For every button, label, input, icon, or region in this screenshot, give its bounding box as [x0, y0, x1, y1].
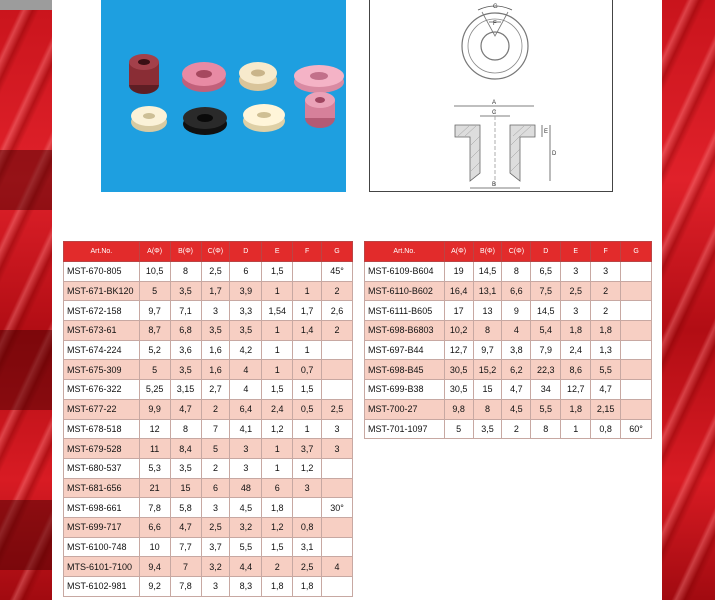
dimension-cell: 5 [444, 419, 473, 439]
table-row [365, 321, 652, 341]
dimension-cell [621, 262, 652, 282]
dimension-cell: 3,6 [170, 340, 201, 360]
dimension-cell: 13,1 [473, 281, 502, 301]
dimension-cell: 19 [444, 262, 473, 282]
dimension-cell: 3,1 [293, 537, 322, 557]
table-row [64, 321, 353, 341]
dimension-cell: 3 [230, 439, 262, 459]
table-row [64, 557, 353, 577]
article-number-cell: MST-679-528 [64, 439, 140, 459]
dimension-cell: 3 [293, 478, 322, 498]
dimension-cell: 2 [322, 281, 353, 301]
dimension-cell: 9,7 [473, 340, 502, 360]
article-number-cell: MST-671-BK120 [64, 281, 140, 301]
dimension-cell: 45° [322, 262, 353, 282]
table-row [365, 399, 652, 419]
dimension-cell: 1,7 [293, 301, 322, 321]
dimension-cell: 1,8 [262, 498, 293, 518]
table-row [365, 419, 652, 439]
dimension-cell: 10,5 [139, 262, 170, 282]
dimension-cell: 10,2 [444, 321, 473, 341]
dimension-cell: 7,1 [170, 301, 201, 321]
dimension-cell: 4,2 [230, 340, 262, 360]
dimension-cell: 8 [170, 419, 201, 439]
dimension-cell: 6 [230, 262, 262, 282]
dimension-cell: 3,2 [230, 517, 262, 537]
table-row [64, 360, 353, 380]
article-number-cell: MST-6110-B602 [365, 281, 445, 301]
dimension-cell: 1 [262, 281, 293, 301]
dimension-cell: 9 [502, 301, 531, 321]
dimension-cell: 1 [293, 419, 322, 439]
dimension-cell: 1,7 [201, 281, 230, 301]
dimension-cell: 1,5 [262, 262, 293, 282]
dimension-cell: 4,4 [230, 557, 262, 577]
dimension-cell: 17 [444, 301, 473, 321]
dimension-cell: 7,5 [531, 281, 561, 301]
dimension-cell: 7,9 [531, 340, 561, 360]
dimension-cell: 5 [201, 439, 230, 459]
dimension-cell: 3,5 [473, 419, 502, 439]
dimension-cell: 5,8 [170, 498, 201, 518]
dimension-cell: 0,8 [293, 517, 322, 537]
grommet-black [183, 107, 227, 135]
dimension-cell: 12,7 [444, 340, 473, 360]
dimension-cell: 1 [262, 439, 293, 459]
col-header: G [322, 242, 353, 262]
dimension-cell: 3 [322, 419, 353, 439]
grommet-pink-3 [305, 92, 335, 128]
dimension-cell: 2 [262, 557, 293, 577]
dimension-cell: 2,4 [262, 399, 293, 419]
dimension-cell: 2 [502, 419, 531, 439]
dimension-cell: 8 [531, 419, 561, 439]
article-number-cell: MST-6100-748 [64, 537, 140, 557]
dimension-cell: 8,3 [230, 577, 262, 597]
dimension-cell: 7,7 [170, 537, 201, 557]
dimension-cell: 0,5 [293, 399, 322, 419]
table-header-row [365, 242, 652, 262]
dimension-cell: 2,15 [591, 399, 621, 419]
article-number-cell: MST-6109-B604 [365, 262, 445, 282]
article-number-cell: MST-6102-981 [64, 577, 140, 597]
dimension-cell: 5 [139, 281, 170, 301]
dimension-cell: 13 [473, 301, 502, 321]
dimension-cell: 5,5 [230, 537, 262, 557]
table-header-row [64, 242, 353, 262]
dimension-cell: 3,5 [230, 321, 262, 341]
table-row [64, 399, 353, 419]
dimension-cell: 14,5 [473, 262, 502, 282]
dimension-cell: 1,3 [591, 340, 621, 360]
dimension-cell: 2 [201, 399, 230, 419]
dimension-cell [621, 281, 652, 301]
dimension-cell [293, 498, 322, 518]
dimension-cell: 15,2 [473, 360, 502, 380]
col-header: E [262, 242, 293, 262]
dimension-cell: 8,7 [139, 321, 170, 341]
dimension-cell: 2 [591, 301, 621, 321]
dimension-cell [621, 340, 652, 360]
article-number-cell: MST-699-B38 [365, 380, 445, 400]
dimension-cell: 14,5 [531, 301, 561, 321]
article-number-cell: MST-673-61 [64, 321, 140, 341]
table-row [64, 380, 353, 400]
dimension-cell: 1,6 [201, 360, 230, 380]
dimension-cell: 3 [561, 262, 591, 282]
article-number-cell: MST-676-322 [64, 380, 140, 400]
col-header: C(Φ) [201, 242, 230, 262]
dimension-cell: 12,7 [561, 380, 591, 400]
col-header: Art.No. [365, 242, 445, 262]
table-row [64, 458, 353, 478]
dimension-cell: 1,54 [262, 301, 293, 321]
table-row [365, 380, 652, 400]
dimensions-table-right [364, 241, 652, 439]
dimension-cell: 8 [502, 262, 531, 282]
dimension-cell: 5,5 [591, 360, 621, 380]
dimension-cell: 3,2 [201, 557, 230, 577]
dimension-cell: 3,8 [502, 340, 531, 360]
dimension-cell [621, 399, 652, 419]
dimension-cell: 6,8 [170, 321, 201, 341]
dimension-cell: 34 [531, 380, 561, 400]
dimension-cell: 4,5 [502, 399, 531, 419]
grommet-cream-1 [239, 62, 277, 91]
article-number-cell: MST-670-805 [64, 262, 140, 282]
dimension-cell: 0,8 [591, 419, 621, 439]
dimension-cell: 2 [591, 281, 621, 301]
dimension-cell: 30° [322, 498, 353, 518]
article-number-cell: MST-698-661 [64, 498, 140, 518]
table-row [64, 577, 353, 597]
dimension-cell: 3 [561, 301, 591, 321]
table-row [64, 498, 353, 518]
dimension-cell: 8 [473, 321, 502, 341]
dimension-cell: 3,15 [170, 380, 201, 400]
dimension-cell: 15 [473, 380, 502, 400]
dimension-cell: 16,4 [444, 281, 473, 301]
article-number-cell: MTS-6101-7100 [64, 557, 140, 577]
dimension-cell: 5,2 [139, 340, 170, 360]
dimension-cell: 21 [139, 478, 170, 498]
col-header: A(Φ) [444, 242, 473, 262]
article-number-cell: MST-698-B45 [365, 360, 445, 380]
dimension-cell [322, 577, 353, 597]
label-a: A [492, 100, 497, 106]
dimension-cell [322, 340, 353, 360]
table-row [64, 281, 353, 301]
dimension-cell: 4,7 [170, 517, 201, 537]
dimension-cell: 1,2 [262, 419, 293, 439]
dimension-cell: 7,8 [139, 498, 170, 518]
dimension-cell: 4,7 [591, 380, 621, 400]
col-header: D [531, 242, 561, 262]
article-number-cell: MST-674-224 [64, 340, 140, 360]
dimension-cell: 1,5 [262, 537, 293, 557]
dimension-cell: 3,9 [230, 281, 262, 301]
gray-tab [0, 0, 52, 10]
dimension-cell: 1,8 [262, 577, 293, 597]
grommet-cream-2 [131, 106, 167, 132]
article-number-cell: MST-698-B6803 [365, 321, 445, 341]
col-header: G [621, 242, 652, 262]
dimension-cell: 9,4 [139, 557, 170, 577]
article-number-cell: MST-677-22 [64, 399, 140, 419]
dimension-cell: 1,2 [293, 458, 322, 478]
dimension-cell: 4 [230, 380, 262, 400]
table-row [64, 340, 353, 360]
dimension-cell: 4 [502, 321, 531, 341]
table-row [64, 478, 353, 498]
dimension-cell: 3 [322, 439, 353, 459]
dimension-cell [322, 537, 353, 557]
article-number-cell: MST-699-717 [64, 517, 140, 537]
dimension-cell: 3,5 [170, 360, 201, 380]
dimension-cell: 22,3 [531, 360, 561, 380]
col-header: B(Φ) [170, 242, 201, 262]
dimension-cell: 1 [293, 281, 322, 301]
dimension-cell: 9,9 [139, 399, 170, 419]
dimension-cell: 1,5 [262, 380, 293, 400]
dimension-cell: 4 [230, 360, 262, 380]
dimension-cell: 1,8 [561, 321, 591, 341]
dimension-cell: 1,4 [293, 321, 322, 341]
dimension-cell: 4,7 [170, 399, 201, 419]
col-header: F [591, 242, 621, 262]
right-decorative-band [662, 0, 715, 600]
dimension-cell: 1,8 [561, 399, 591, 419]
dimension-cell: 10 [139, 537, 170, 557]
col-header: A(Φ) [139, 242, 170, 262]
table-row [365, 262, 652, 282]
dimension-cell: 2,5 [322, 399, 353, 419]
dimension-cell: 11 [139, 439, 170, 459]
dimension-cell: 2 [322, 321, 353, 341]
article-number-cell: MST-6111-B605 [365, 301, 445, 321]
dimension-cell: 3 [201, 498, 230, 518]
dimension-cell: 1,8 [293, 577, 322, 597]
dimension-cell: 8 [170, 262, 201, 282]
article-number-cell: MST-680-537 [64, 458, 140, 478]
col-header: F [293, 242, 322, 262]
dimension-cell: 3,3 [230, 301, 262, 321]
dimension-cell: 1 [262, 340, 293, 360]
dimension-cell [293, 262, 322, 282]
dimension-cell: 3,5 [170, 458, 201, 478]
dimension-cell: 4,1 [230, 419, 262, 439]
dimension-cell: 2 [201, 458, 230, 478]
dimension-cell: 2,6 [322, 301, 353, 321]
dimension-cell: 6,6 [139, 517, 170, 537]
dimension-cell: 1 [561, 419, 591, 439]
dimension-cell: 48 [230, 478, 262, 498]
label-g: G [493, 4, 498, 10]
dimension-cell: 6,6 [502, 281, 531, 301]
article-number-cell: MST-678-518 [64, 419, 140, 439]
dimension-cell: 5 [139, 360, 170, 380]
grommet-pink-2 [294, 65, 344, 93]
dimension-cell: 2,4 [561, 340, 591, 360]
product-photo [101, 0, 346, 192]
dimension-cell [621, 301, 652, 321]
col-header: C(Φ) [502, 242, 531, 262]
dimension-cell: 1,2 [262, 517, 293, 537]
dimension-cell: 2,5 [201, 262, 230, 282]
article-number-cell: MST-672-158 [64, 301, 140, 321]
dimension-cell: 2,5 [293, 557, 322, 577]
dimension-cell [621, 360, 652, 380]
dimension-cell: 1 [262, 360, 293, 380]
article-number-cell: MST-697-B44 [365, 340, 445, 360]
dimension-cell: 7 [170, 557, 201, 577]
dimension-cell: 3,5 [170, 281, 201, 301]
dimension-cell: 9,8 [444, 399, 473, 419]
dimension-cell: 6,4 [230, 399, 262, 419]
table-row [64, 262, 353, 282]
dimension-cell: 3 [201, 301, 230, 321]
dimension-cell: 9,2 [139, 577, 170, 597]
label-b: B [492, 182, 497, 188]
dimension-cell: 8,4 [170, 439, 201, 459]
article-number-cell: MST-700-27 [365, 399, 445, 419]
dimension-cell: 1,8 [591, 321, 621, 341]
table-row [64, 439, 353, 459]
dimension-cell: 3,5 [201, 321, 230, 341]
dimension-cell: 4,7 [502, 380, 531, 400]
dimension-cell: 12 [139, 419, 170, 439]
article-number-cell: MST-675-309 [64, 360, 140, 380]
dimension-cell: 4 [322, 557, 353, 577]
dimension-cell: 6 [262, 478, 293, 498]
dimension-cell: 8 [473, 399, 502, 419]
dimension-cell: 5,5 [531, 399, 561, 419]
dimension-cell: 6,2 [502, 360, 531, 380]
table-row [365, 301, 652, 321]
dimension-cell: 7,8 [170, 577, 201, 597]
article-number-cell: MST-701-1097 [365, 419, 445, 439]
label-e: E [544, 129, 549, 135]
left-decorative-band [0, 0, 52, 600]
technical-drawing [369, 0, 613, 192]
dimension-cell: 0,7 [293, 360, 322, 380]
label-d: D [552, 151, 557, 157]
dimension-cell: 1 [262, 321, 293, 341]
dimension-cell: 60° [621, 419, 652, 439]
dimension-cell [621, 321, 652, 341]
dimension-cell: 2,7 [201, 380, 230, 400]
table-row [365, 360, 652, 380]
col-header: E [561, 242, 591, 262]
dimension-cell [322, 380, 353, 400]
col-header: B(Φ) [473, 242, 502, 262]
dimension-cell: 30,5 [444, 360, 473, 380]
dimension-cell: 15 [170, 478, 201, 498]
dimension-cell: 1,5 [293, 380, 322, 400]
dimension-cell: 1 [293, 340, 322, 360]
dimension-cell: 6,5 [531, 262, 561, 282]
dimension-cell: 1 [262, 458, 293, 478]
dimension-cell: 2,5 [561, 281, 591, 301]
dimension-cell: 2,5 [201, 517, 230, 537]
dimension-cell [322, 360, 353, 380]
table-row [64, 419, 353, 439]
dimension-cell: 6 [201, 478, 230, 498]
dimensions-table-left [63, 241, 353, 597]
dimension-cell: 4,5 [230, 498, 262, 518]
article-number-cell: MST-681-656 [64, 478, 140, 498]
grommet-pink-1 [182, 62, 226, 92]
dimension-cell: 1,6 [201, 340, 230, 360]
dimension-cell [621, 380, 652, 400]
dimension-cell [322, 517, 353, 537]
table-row [64, 517, 353, 537]
col-header: Art.No. [64, 242, 140, 262]
dimension-cell: 30,5 [444, 380, 473, 400]
dimension-cell: 3 [201, 577, 230, 597]
dimension-cell: 7 [201, 419, 230, 439]
dimension-cell: 3 [591, 262, 621, 282]
dimension-cell: 3,7 [293, 439, 322, 459]
dimension-cell: 5,4 [531, 321, 561, 341]
dimension-cell: 3 [230, 458, 262, 478]
grommet-brown [129, 54, 159, 94]
dimension-cell [322, 458, 353, 478]
dimension-cell: 9,7 [139, 301, 170, 321]
dimension-cell: 3,7 [201, 537, 230, 557]
table-row [365, 281, 652, 301]
table-row [365, 340, 652, 360]
grommet-cream-3 [243, 104, 285, 132]
label-f: F [493, 21, 497, 27]
label-c: C [492, 110, 497, 116]
dimension-cell [322, 478, 353, 498]
dimension-cell: 5,25 [139, 380, 170, 400]
dimension-cell: 8,6 [561, 360, 591, 380]
dimension-cell: 5,3 [139, 458, 170, 478]
table-row [64, 301, 353, 321]
table-row [64, 537, 353, 557]
col-header: D [230, 242, 262, 262]
